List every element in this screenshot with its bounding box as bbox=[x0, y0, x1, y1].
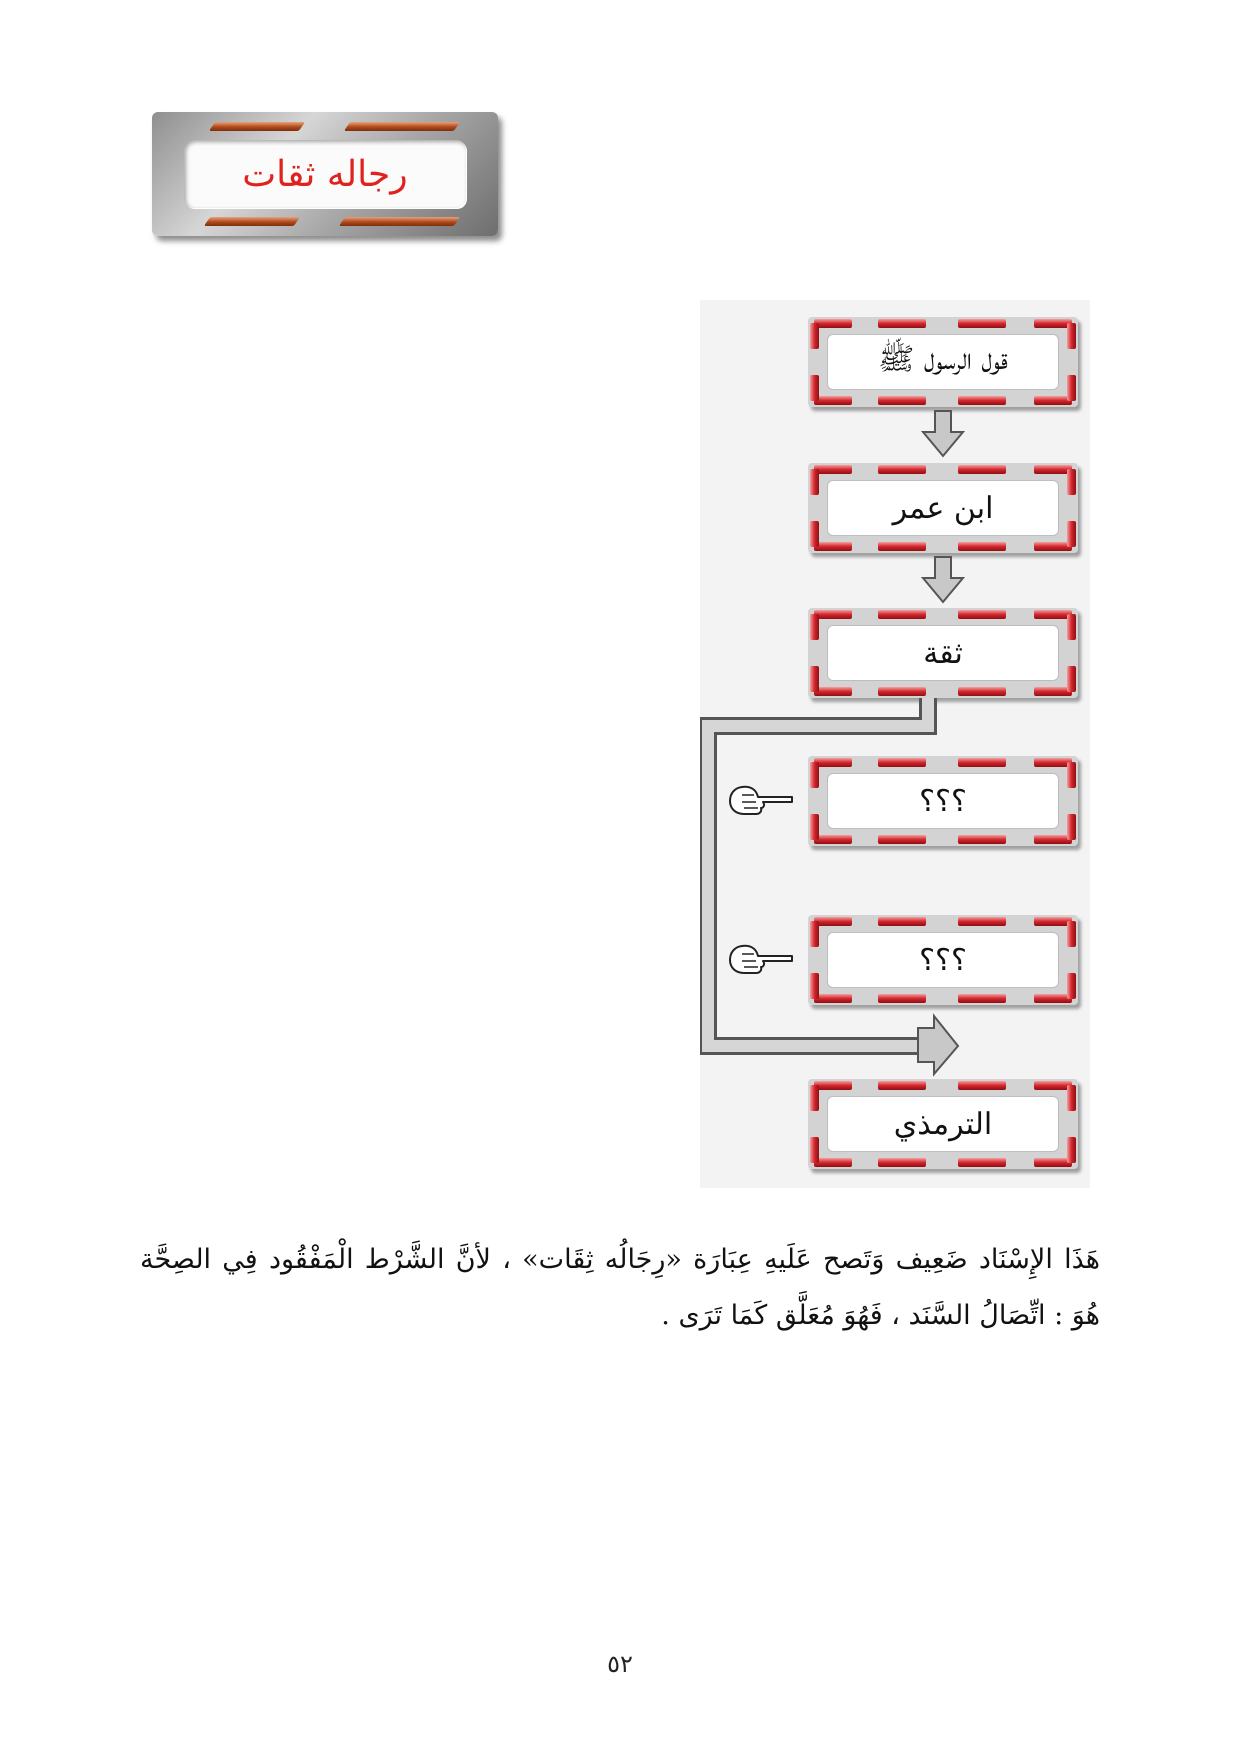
pointing-hand-icon bbox=[728, 942, 794, 976]
flow-diagram bbox=[700, 300, 1090, 1188]
node-unknown-2 bbox=[808, 915, 1078, 1005]
pointing-hand-icon bbox=[728, 783, 794, 817]
node-prophet bbox=[808, 317, 1078, 407]
body-paragraph: هَذَا الإِسْنَاد ضَعِيف وَتَصح عَلَيهِ عِبَارَة «رِجَالُه ثِقَات» ، لأنَّ الشَّرْط الْمَفْقُود فِي الصِحَّة هُوَ : اتِّصَالُ السَّنَد ، فَهُوَ مُعَلَّق كَمَا تَرَى . bbox=[140, 1244, 1100, 1331]
node-label: ؟؟؟ bbox=[919, 783, 967, 819]
node-thiqa bbox=[808, 608, 1078, 698]
node-tirmidhi bbox=[808, 1079, 1078, 1169]
plaque-stripe bbox=[344, 122, 460, 131]
node-ibn-umar bbox=[808, 463, 1078, 553]
node-label: الترمذي bbox=[893, 1106, 993, 1142]
node-label: ابن عمر bbox=[892, 490, 994, 526]
plaque-stripe bbox=[209, 122, 305, 131]
node-unknown-1 bbox=[808, 756, 1078, 846]
bypass-connector bbox=[700, 698, 960, 1078]
node-label: قول الرسول ﷺ bbox=[878, 341, 1008, 377]
node-label: ؟؟؟ bbox=[919, 942, 967, 978]
page-title: رجاله ثقات bbox=[242, 153, 408, 195]
arrow-down-icon bbox=[921, 410, 965, 458]
plaque-inner bbox=[184, 140, 466, 208]
plaque-stripe bbox=[339, 217, 460, 226]
node-label: ثقة bbox=[923, 635, 963, 671]
arrow-down-icon bbox=[921, 556, 965, 604]
plaque-stripe bbox=[204, 217, 300, 226]
title-plaque bbox=[152, 112, 498, 236]
page-number: ٥٢ bbox=[607, 1650, 633, 1678]
